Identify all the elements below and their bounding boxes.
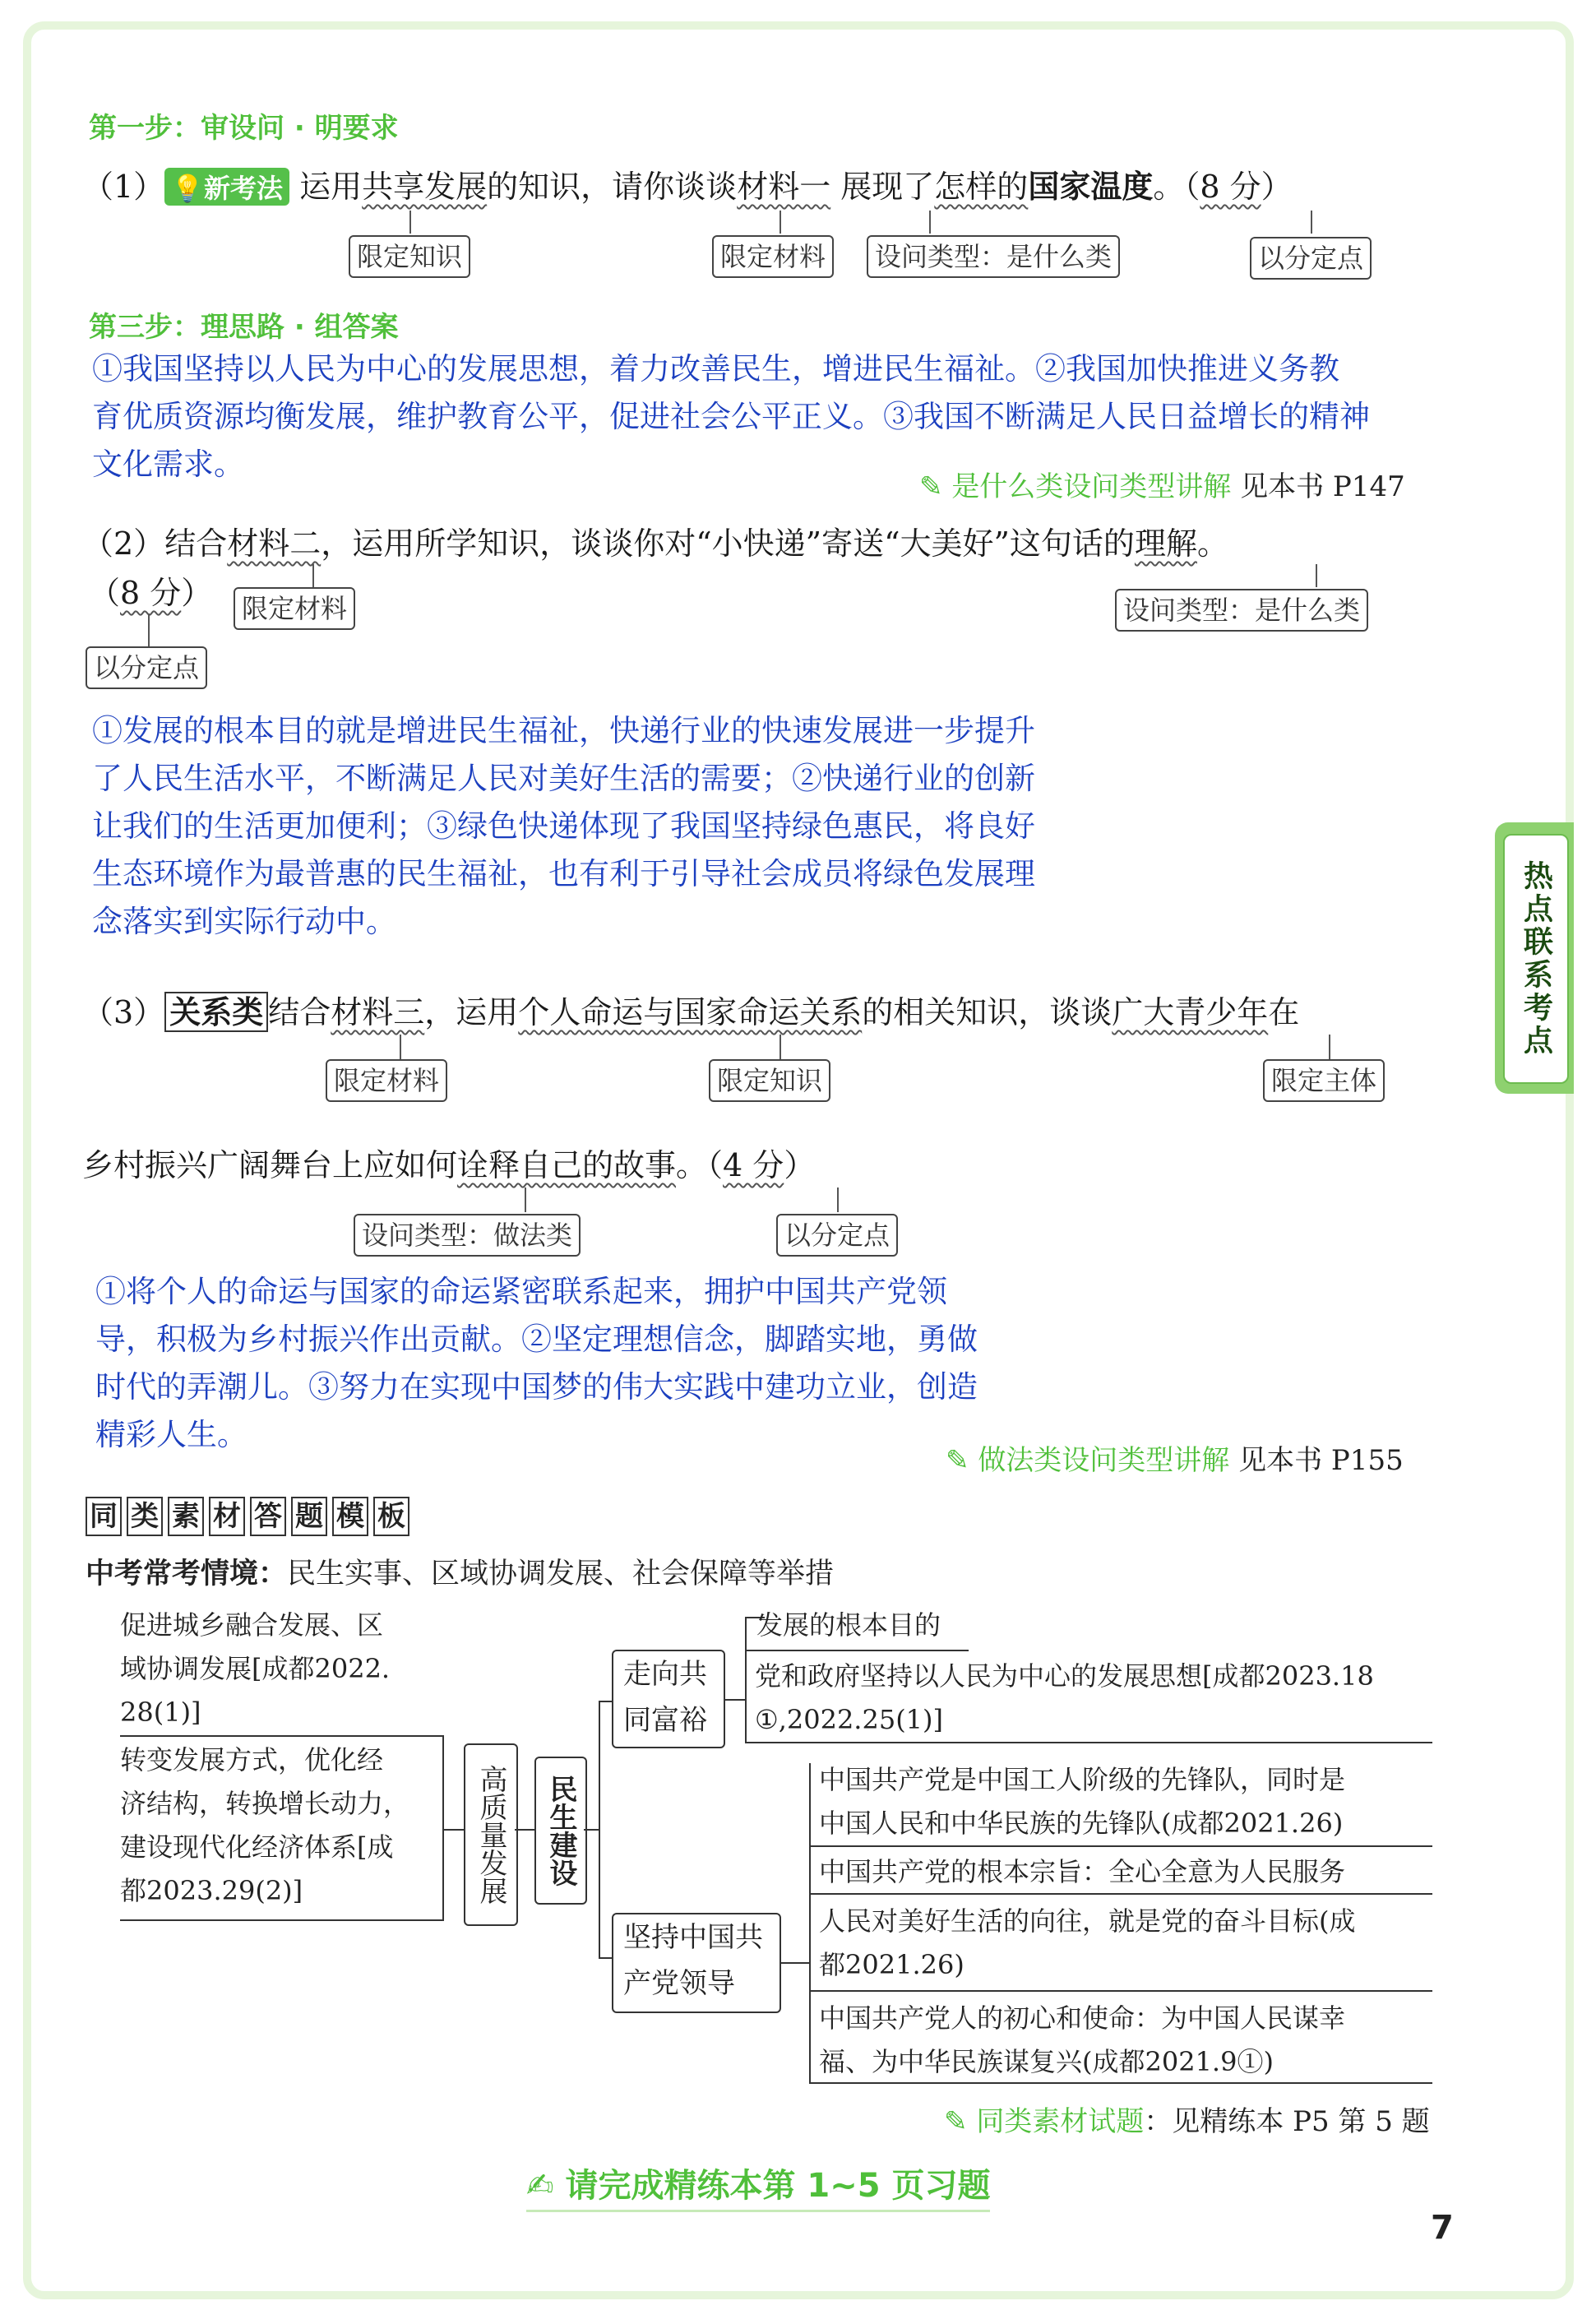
q1-material: 材料一 [737,169,831,205]
q2-box-material: 限定材料 [234,587,355,630]
new-method-tag: 💡新考法 [164,168,289,206]
q2-box-type: 设问类型：是什么类 [1115,589,1368,632]
q3-box-points: 以分定点 [776,1214,898,1257]
page-number: 7 [1431,2209,1454,2247]
node-common-prosperity: 走向共 同富裕 [612,1650,725,1748]
ref-method-type: ✎ 做法类设问类型讲解 见本书 P155 [946,1444,1404,1477]
node-livelihood: 民生建设 [534,1757,587,1905]
ref-method-type-link[interactable]: 做法类设问类型讲解 [978,1444,1230,1477]
diagram-left1: 促进城乡融合发展、区 域协调发展[成都2022. 28(1)] [120,1609,391,1728]
step3-heading: 第三步：理思路 · 组答案 [89,311,399,344]
relation-type-tag: 关系类 [164,992,268,1032]
diagram-r5: 中国共产党人的初心和使命：为中国人民谋幸 福、为中华民族谋复兴(成都2021.9①) [819,2002,1346,2077]
node-party-leadership: 坚持中国共 产党领导 [612,1913,781,2013]
answer-1: ①我国坚持以人民为中心的发展思想，着力改善民生，增进民生福祉。②我国加快推进义务教 育优质资源均衡发展，维护教育公平，促进社会公平正义。③我国不断满足人民日益增长的精神 文化需求。 [92,351,1370,482]
node-high-quality: 高质量发展 [464,1743,518,1926]
ref-what-type-link[interactable]: 是什么类设问类型讲解 [951,470,1232,503]
diagram-r4: 人民对美好生活的向往，就是党的奋斗目标(成 都2021.26) [819,1905,1356,1980]
question-1: （1） 💡新考法 运用共享发展的知识，请你谈谈材料一 展现了怎样的国家温度。（8 分） [82,168,1293,205]
q2-box-points: 以分定点 [86,646,207,689]
side-tab[interactable] [1495,822,1574,1094]
diagram-left2: 转变发展方式，优化经 济结构，转换增长动力， 建设现代化经济体系[成 都2023.29(2)] [120,1744,410,1906]
q3-box-knowledge: 限定知识 [709,1059,830,1102]
diagram-r3: 中国共产党的根本宗旨：全心全意为人民服务 [819,1856,1346,1887]
template-heading: 同 类 素 材 答 题 模 板 [86,1497,414,1536]
question-3-line2: 乡村振兴广阔舞台上应如何诠释自己的故事。（4 分） [82,1147,816,1183]
ref-similar-link[interactable]: 同类素材试题 [976,2105,1145,2138]
ref-similar-materials: ✎ 同类素材试题：见精练本 P5 第 5 题 [944,2105,1430,2138]
q1-score: 8 分 [1200,169,1261,205]
step1-heading: 第一步：审设问 · 明要求 [89,112,399,145]
diagram-r1-top: 发展的根本目的 [756,1609,941,1641]
q1-box-type: 设问类型：是什么类 [867,235,1120,278]
q1-box-material: 限定材料 [712,235,834,278]
ref-what-type: ✎ 是什么类设问类型讲解 见本书 P147 [919,470,1405,503]
diagram-r1: 党和政府坚持以人民为中心的发展思想[成都2023.18 ①,2022.25(1)] [755,1660,1374,1735]
answer-2: ①发展的根本目的就是增进民生福祉，快递行业的快速发展进一步提升 了人民生活水平，不断满足人民对美好生活的需要；②快递行业的创新 让我们的生活更加便利；③绿色快递体现了我国坚持绿色惠民，将良好 生态环境作为最普惠的民生福祉，也有利于引导社会成员将绿色发展理 念落实到实际行动中。 [92,713,1035,939]
q3-box-subject: 限定主体 [1263,1059,1385,1102]
q3-box-type: 设问类型：做法类 [354,1214,581,1257]
question-3: （3） 关系类 结合材料三，运用个人命运与国家命运关系的相关知识，谈谈广大青少年在 [82,993,1300,1030]
q1-number: （1） [82,169,165,205]
scene-line: 中考常考情境：民生实事、区域协调发展、社会保障等举措 [86,1558,835,1590]
q1-emphasis: 国家温度 [1028,168,1154,205]
bulb-icon: 💡 [171,173,205,204]
q3-box-material: 限定材料 [326,1059,447,1102]
pencil-icon: ✎ [919,470,943,503]
q2-score: （8 分） [89,575,213,611]
answer-3: ①将个人的命运与国家的命运紧密联系起来，拥护中国共产党领 导，积极为乡村振兴作出贡献。②坚定理想信念，脚踏实地，勇做 时代的弄潮儿。③努力在实现中国梦的伟大实践中建功立业，创造 精彩人生。 [95,1274,978,1452]
q1-box-points: 以分定点 [1250,237,1372,280]
pencil-icon: ✎ [946,1444,969,1477]
footer-exercise: ✍ 请完成精练本第 1~5 页习题 [526,2160,990,2212]
diagram-r2: 中国共产党是中国工人阶级的先锋队，同时是 中国人民和中华民族的先锋队(成都2021.26) [819,1764,1346,1839]
q1-knowledge: 共享发展 [362,169,488,205]
pen-icon: ✍ [526,2167,554,2205]
question-2: （2）结合材料二，运用所学知识，谈谈你对“小快递”寄送“大美好”这句话的理解。 [82,525,1228,562]
q1-box-knowledge: 限定知识 [349,235,470,278]
side-tab-label: 热点联系考点 [1503,834,1569,1084]
pencil-icon: ✎ [944,2105,968,2138]
